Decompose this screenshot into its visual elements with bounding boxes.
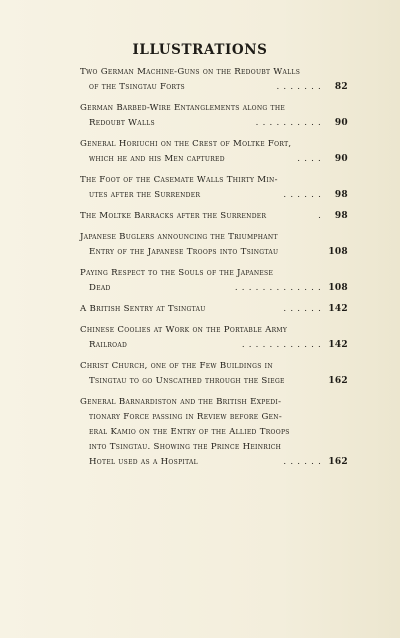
- page-number: 142: [328, 340, 348, 350]
- entry-line: [80, 65, 348, 80]
- dot-leader: .............: [234, 283, 325, 293]
- page-number: 90: [334, 154, 348, 164]
- entry-line: [80, 410, 348, 425]
- entry-line: [80, 101, 348, 116]
- illustration-entry: [80, 395, 348, 470]
- entry-line: [80, 173, 348, 188]
- entry-line: [80, 116, 348, 131]
- entry-line: [80, 425, 348, 440]
- dot-leader: .......: [276, 82, 325, 92]
- page-title: ILLUSTRATIONS: [132, 42, 268, 58]
- dot-leader: ..........: [255, 118, 325, 128]
- entry-title-text: Dead: [89, 283, 111, 293]
- entry-line: [80, 137, 348, 152]
- entry-title-text: Christ Church, one of the Few Buildings in: [80, 361, 273, 371]
- entry-title-text: Japanese Buglers announcing the Triumphant: [80, 232, 278, 242]
- illustration-entry: [80, 302, 348, 317]
- page-number: 108: [328, 283, 348, 293]
- dot-leader: .: [318, 211, 325, 221]
- entry-line: [80, 266, 348, 281]
- dot-leader: ......: [283, 304, 325, 314]
- entry-title-text: Entry of the Japanese Troops into Tsingtau: [89, 247, 279, 257]
- dot-leader: ......: [283, 190, 325, 200]
- illustrations-list: [80, 65, 348, 470]
- entry-line: [80, 338, 348, 353]
- page-number: 82: [334, 82, 348, 92]
- illustration-entry: [80, 101, 348, 131]
- illustration-entry: [80, 266, 348, 296]
- page-number: 142: [328, 304, 348, 314]
- entry-line: [80, 374, 348, 389]
- entry-title-text: Two German Machine-Guns on the Redoubt Walls: [80, 67, 301, 77]
- entry-line: [80, 395, 348, 410]
- entry-title-text: Railroad: [89, 340, 128, 350]
- entry-title-text: Paying Respect to the Souls of the Japanese: [80, 268, 274, 278]
- illustration-entry: [80, 230, 348, 260]
- entry-title-text: Redoubt Walls: [89, 118, 155, 128]
- entry-line: [80, 281, 348, 296]
- illustration-entry: [80, 209, 348, 224]
- dot-leader: ............: [241, 340, 325, 350]
- illustration-entry: [80, 65, 348, 95]
- page-number: 162: [328, 457, 348, 467]
- entry-title-text: General Horiuchi on the Crest of Moltke Fort,: [80, 139, 292, 149]
- entry-line: [80, 230, 348, 245]
- entry-line: [80, 323, 348, 338]
- entry-line: [80, 209, 348, 224]
- illustration-entry: [80, 323, 348, 353]
- entry-line: [80, 80, 348, 95]
- illustration-entry: [80, 137, 348, 167]
- entry-title-text: The Moltke Barracks after the Surrender: [80, 211, 267, 221]
- entry-line: [80, 440, 348, 455]
- entry-line: [80, 302, 348, 317]
- entry-title-text: Chinese Coolies at Work on the Portable Army: [80, 325, 288, 335]
- entry-title-text: of the Tsingtau Forts: [89, 82, 185, 92]
- entry-title-text: tionary Force passing in Review before Gen-: [89, 412, 283, 422]
- entry-title-text: utes after the Surrender: [89, 190, 201, 200]
- page-number: 98: [334, 211, 348, 221]
- entry-line: [80, 455, 348, 470]
- entry-title-text: General Barnardiston and the British Expedi-: [80, 397, 282, 407]
- entry-title-text: Hotel used as a Hospital: [89, 457, 198, 467]
- page-number: 90: [334, 118, 348, 128]
- entry-line: [80, 152, 348, 167]
- entry-title-text: Tsingtau to go Unscathed through the Siege: [89, 376, 285, 386]
- page-number: 98: [334, 190, 348, 200]
- entry-title-text: German Barbed-Wire Entanglements along the: [80, 103, 286, 113]
- dot-leader: ....: [297, 154, 325, 164]
- entry-title-text: which he and his Men captured: [89, 154, 225, 164]
- entry-line: [80, 359, 348, 374]
- illustration-entry: [80, 173, 348, 203]
- page-number: 162: [328, 376, 348, 386]
- entry-line: [80, 188, 348, 203]
- dot-leader: ......: [283, 457, 325, 467]
- page-number: 108: [328, 247, 348, 257]
- illustration-entry: [80, 359, 348, 389]
- entry-title-text: The Foot of the Casemate Walls Thirty Min-: [80, 175, 278, 185]
- entry-line: [80, 245, 348, 260]
- entry-title-text: eral Kamio on the Entry of the Allied Troops: [89, 427, 290, 437]
- entry-title-text: A British Sentry at Tsingtau: [80, 304, 206, 314]
- entry-title-text: into Tsingtau. Showing the Prince Heinrich: [89, 442, 282, 452]
